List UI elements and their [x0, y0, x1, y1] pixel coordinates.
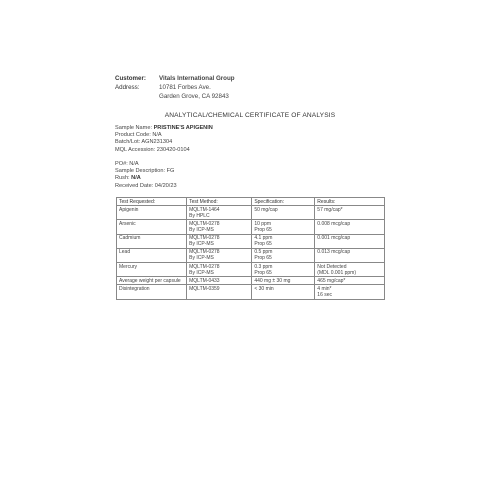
sample-info — [115, 125, 213, 154]
spec-line: 0.3 ppm — [254, 263, 273, 270]
table-row — [117, 285, 385, 299]
result-line: 16 sec — [317, 291, 333, 298]
cell-spec — [252, 248, 315, 262]
spec-line: < 30 min — [254, 285, 274, 292]
result-line: Not Detected — [317, 263, 347, 270]
cell-result — [315, 206, 385, 220]
cell-test: Cadmium — [117, 234, 187, 248]
result-line: 4 min* — [317, 285, 332, 292]
po-number: PO#: N/A — [115, 161, 139, 167]
cell-method — [187, 220, 252, 234]
customer-block — [115, 74, 235, 101]
spec-line: Prop 65 — [254, 226, 272, 233]
accession-number: MQL Accession: 230420-0104 — [115, 146, 190, 153]
address-line2: Garden Grove, CA 92843 — [159, 93, 229, 100]
header-results: Results: — [315, 198, 385, 206]
cell-test: Average weight per capsule — [117, 277, 187, 285]
result-line: 0.008 mcg/cap — [317, 220, 351, 227]
spec-line: 440 mg ± 30 mg — [254, 277, 291, 284]
table-row — [117, 220, 385, 234]
customer-label: Customer: — [115, 75, 146, 82]
method-line: MQLTM-0278 — [189, 235, 220, 242]
cell-result — [315, 234, 385, 248]
method-line: MQLTM-0278 — [189, 263, 220, 270]
result-line: 0.013 mcg/cap — [317, 249, 351, 256]
address-label: Address: — [115, 84, 140, 91]
result-line: 57 mg/cap* — [317, 206, 343, 213]
spec-line: Prop 65 — [254, 255, 272, 262]
table-row — [117, 234, 385, 248]
product-code: Product Code: N/A — [115, 132, 162, 139]
cell-test: Mercury — [117, 262, 187, 276]
document-title: ANALYTICAL/CHEMICAL CERTIFICATE OF ANALYSIS — [164, 112, 336, 119]
received-date: Received Date: 04/20/23 — [115, 182, 177, 189]
table-row — [117, 277, 385, 285]
cell-test: Arsenic — [117, 220, 187, 234]
customer-row — [115, 74, 235, 83]
spec-line: 4.1 ppm — [254, 235, 273, 242]
rush-row — [115, 175, 177, 182]
spec-line: Prop 65 — [254, 269, 272, 276]
sample-name-row — [115, 125, 213, 132]
cell-test: Disintegration — [117, 285, 187, 299]
cell-test: Lead — [117, 248, 187, 262]
table-header-row — [117, 198, 385, 206]
spec-line: Prop 65 — [254, 241, 272, 248]
spec-line: 50 mg/cap — [254, 206, 278, 213]
method-line: By ICP-MS — [189, 226, 214, 233]
spec-line: 0.5 ppm — [254, 249, 273, 256]
cell-result — [315, 248, 385, 262]
method-line: By ICP-MS — [189, 255, 214, 262]
order-info — [115, 161, 177, 190]
cell-result — [315, 262, 385, 276]
cell-method — [187, 206, 252, 220]
cell-method — [187, 248, 252, 262]
address-line1: 10781 Forbes Ave. — [159, 84, 211, 91]
result-line: 0.001 mcg/cap — [317, 235, 351, 242]
cell-method — [187, 262, 252, 276]
result-line: 465 mg/cap* — [317, 277, 346, 284]
cell-spec — [252, 206, 315, 220]
sample-name-label: Sample Name: — [115, 125, 154, 131]
method-line: MQLTM-1464 — [189, 206, 220, 213]
cell-result — [315, 285, 385, 299]
method-line: MQLTM-0278 — [189, 249, 220, 256]
cell-spec — [252, 285, 315, 299]
cell-result — [315, 277, 385, 285]
method-line: MQLTM-0433 — [189, 277, 220, 284]
method-line: By ICP-MS — [189, 241, 214, 248]
cell-spec — [252, 262, 315, 276]
method-line: By ICP-MS — [189, 269, 214, 276]
header-test-method: Test Method: — [187, 198, 252, 206]
cell-method — [187, 277, 252, 285]
sample-name-value: PRISTINE'S APIGENIN — [153, 125, 213, 131]
method-line: By HPLC — [189, 212, 210, 219]
cell-method — [187, 234, 252, 248]
cell-test: Apigenin — [117, 206, 187, 220]
table-row — [117, 206, 385, 220]
cell-method — [187, 285, 252, 299]
batch-lot: Batch/Lot: AGN231304 — [115, 139, 173, 146]
customer-name: Vitals International Group — [159, 75, 235, 82]
method-line: MQLTM-0278 — [189, 220, 220, 227]
cell-spec — [252, 220, 315, 234]
address-row — [115, 83, 235, 92]
result-line: (MDL 0.001 ppm) — [317, 269, 357, 276]
sample-description: Sample Description: FG — [115, 168, 175, 175]
rush-value: N/A — [131, 175, 141, 182]
cell-result — [315, 220, 385, 234]
method-line: MQLTM-0359 — [189, 285, 220, 292]
header-test-requested: Test Requested: — [117, 198, 187, 206]
rush-label: Rush: — [115, 175, 132, 182]
header-specification: Specification: — [252, 198, 315, 206]
results-table — [116, 197, 385, 300]
cell-spec — [252, 234, 315, 248]
spec-line: 10 ppm — [254, 220, 271, 227]
table-row — [117, 262, 385, 276]
table-row — [117, 248, 385, 262]
cell-spec — [252, 277, 315, 285]
